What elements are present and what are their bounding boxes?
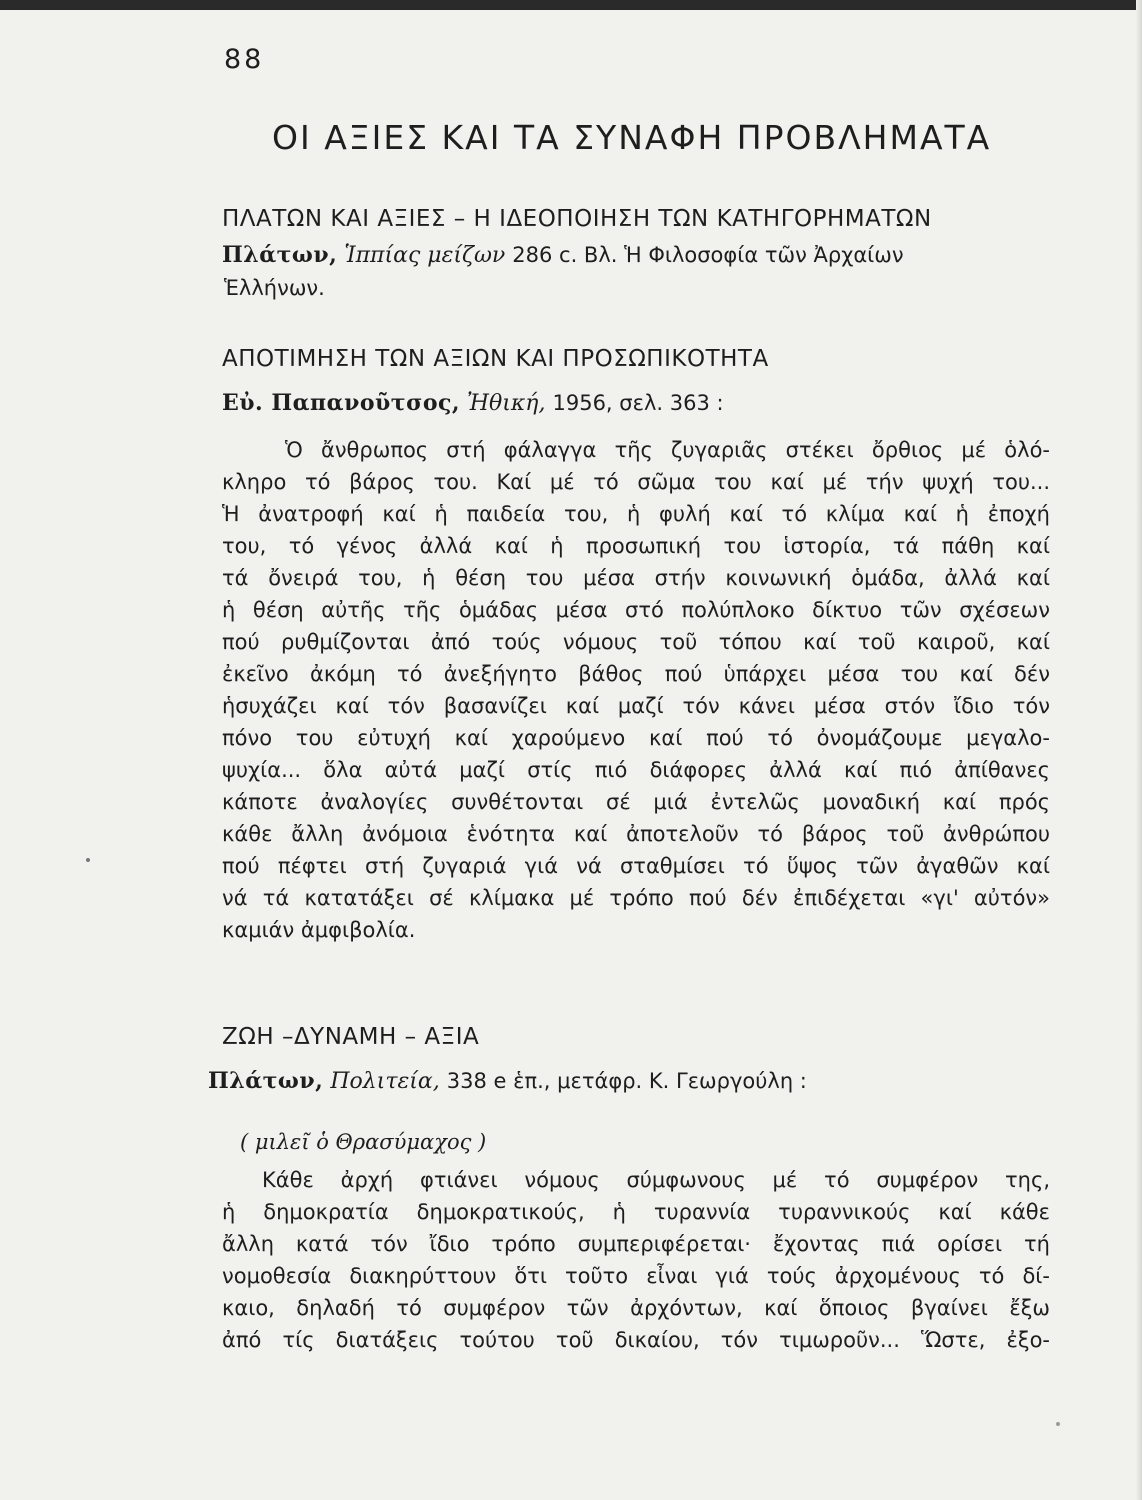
body-line: πόνο του εὐτυχή καί χαρούμενο καί πού τό ὀνομάζουμε μεγαλο- — [222, 726, 1050, 750]
body-line: καμιάν ἀμφιβολία. — [222, 918, 416, 942]
body-line: κληρο τό βάρος του. Καί μέ τό σῶμα του καί μέ τήν ψυχή του... — [222, 470, 1050, 494]
citation-reference: 1956, σελ. 363 : — [552, 391, 724, 415]
body-line: ἀπό τίς διατάξεις τούτου τοῦ δικαίου, τόν τιμωροῦν... Ὥστε, ἐξο- — [222, 1328, 1050, 1352]
citation-reference: 286 c. Βλ. Ἡ Φιλοσοφία τῶν Ἀρχαίων — [512, 243, 904, 267]
body-line: ἐκεῖνο ἀκόμη τό ἀνεξήγητο βάθος πού ὑπάρχει μέσα του καί δέν — [222, 662, 1050, 686]
citation-papanoutsos — [222, 390, 724, 416]
body-line: καιο, δηλαδή τό συμφέρον τῶν ἀρχόντων, καί ὅποιος βγαίνει ἔξω — [222, 1296, 1050, 1320]
scan-speck — [1056, 1422, 1060, 1426]
body-line: ἡ δημοκρατία δημοκρατικούς, ἡ τυραννία τυραννικούς καί κάθε — [222, 1200, 1050, 1224]
body-line: πού πέφτει στή ζυγαριά γιά νά σταθμίσει τό ὕψος τῶν ἀγαθῶν καί — [222, 854, 1050, 878]
citation-work: Ἱππίας μείζων — [344, 243, 506, 268]
body-line: κάποτε ἀναλογίες συνθέτονται σέ μιά ἐντελῶς μοναδική καί πρός — [222, 790, 1050, 814]
page-number: 88 — [224, 44, 265, 75]
citation-reference: 338 e ἑπ., μετάφρ. Κ. Γεωργούλη : — [446, 1069, 807, 1093]
speaker-note: ( μιλεῖ ὁ Θρασύμαχος ) — [240, 1130, 487, 1154]
body-line: νά τά κατατάξει σέ κλίμακα μέ τρόπο πού δέν ἐπιδέχεται «γι' αὐτόν» — [222, 886, 1050, 910]
body-line: ἡσυχάζει καί τόν βασανίζει καί μαζί τόν κάνει μέσα στόν ἴδιο τόν — [222, 694, 1050, 718]
citation-work: Ἠθική, — [467, 391, 546, 416]
section-heading-plato-values: ΠΛΑΤΩΝ ΚΑΙ ΑΞΙΕΣ – Η ΙΔΕΟΠΟΙΗΣΗ ΤΩΝ ΚΑΤΗΓΟΡΗΜΑΤΩΝ — [222, 206, 932, 232]
body-line: κάθε ἄλλη ἀνόμοια ἑνότητα καί ἀποτελοῦν τό βάρος τοῦ ἀνθρώπου — [222, 822, 1050, 846]
section-heading-life-power-value: ΖΩΗ –ΔΥΝΑΜΗ – ΑΞΙΑ — [222, 1024, 480, 1050]
scan-top-edge — [0, 0, 1142, 10]
body-line: Κάθε ἀρχή φτιάνει νόμους σύμφωνους μέ τό συμφέρον της, — [262, 1168, 1050, 1192]
citation-plato-hippias — [222, 242, 904, 268]
body-line: πού ρυθμίζονται ἀπό τούς νόμους τοῦ τόπου καί τοῦ καιροῦ, καί — [222, 630, 1050, 654]
scan-right-edge — [1136, 0, 1142, 1500]
citation-continuation: Ἑλλήνων. — [224, 276, 325, 300]
body-line: Ὁ ἄνθρωπος στή φάλαγγα τῆς ζυγαριᾶς στέκει ὄρθιος μέ ὁλό- — [285, 438, 1050, 462]
citation-plato-republic — [208, 1068, 807, 1094]
citation-author: Πλάτων, — [208, 1068, 324, 1094]
body-line: του, τό γένος ἀλλά καί ἡ προσωπική του ἱστορία, τά πάθη καί — [222, 534, 1050, 558]
body-line: ψυχία... ὅλα αὐτά μαζί στίς πιό διάφορες ἀλλά καί πιό ἀπίθανες — [222, 758, 1050, 782]
body-line: τά ὄνειρά του, ἡ θέση του μέσα στήν κοινωνική ὁμάδα, ἀλλά καί — [222, 566, 1050, 590]
page-title: ΟΙ ΑΞΙΕΣ ΚΑΙ ΤΑ ΣΥΝΑΦΗ ΠΡΟΒΛΗΜΑΤΑ — [272, 118, 992, 157]
citation-author: Εὐ. Παπανοῦτσος, — [222, 390, 461, 416]
body-line: ἄλλη κατά τόν ἴδιο τρόπο συμπεριφέρεται· ἔχοντας πιά ορίσει τή — [222, 1232, 1050, 1256]
body-line: Ἡ ἀνατροφή καί ἡ παιδεία του, ἡ φυλή καί τό κλίμα καί ἡ ἐποχή — [222, 502, 1050, 526]
section-heading-valuation-personality: ΑΠΟΤΙΜΗΣΗ ΤΩΝ ΑΞΙΩΝ ΚΑΙ ΠΡΟΣΩΠΙΚΟΤΗΤΑ — [222, 346, 769, 372]
citation-work: Πολιτεία, — [330, 1069, 440, 1094]
body-line: νομοθεσία διακηρύττουν ὅτι τοῦτο εἶναι γιά τούς ἀρχομένους τό δί- — [222, 1264, 1050, 1288]
body-line: ἡ θέση αὐτῆς τῆς ὁμάδας μέσα στό πολύπλοκο δίκτυο τῶν σχέσεων — [222, 598, 1050, 622]
citation-author: Πλάτων, — [222, 242, 338, 268]
scan-speck — [86, 858, 90, 862]
